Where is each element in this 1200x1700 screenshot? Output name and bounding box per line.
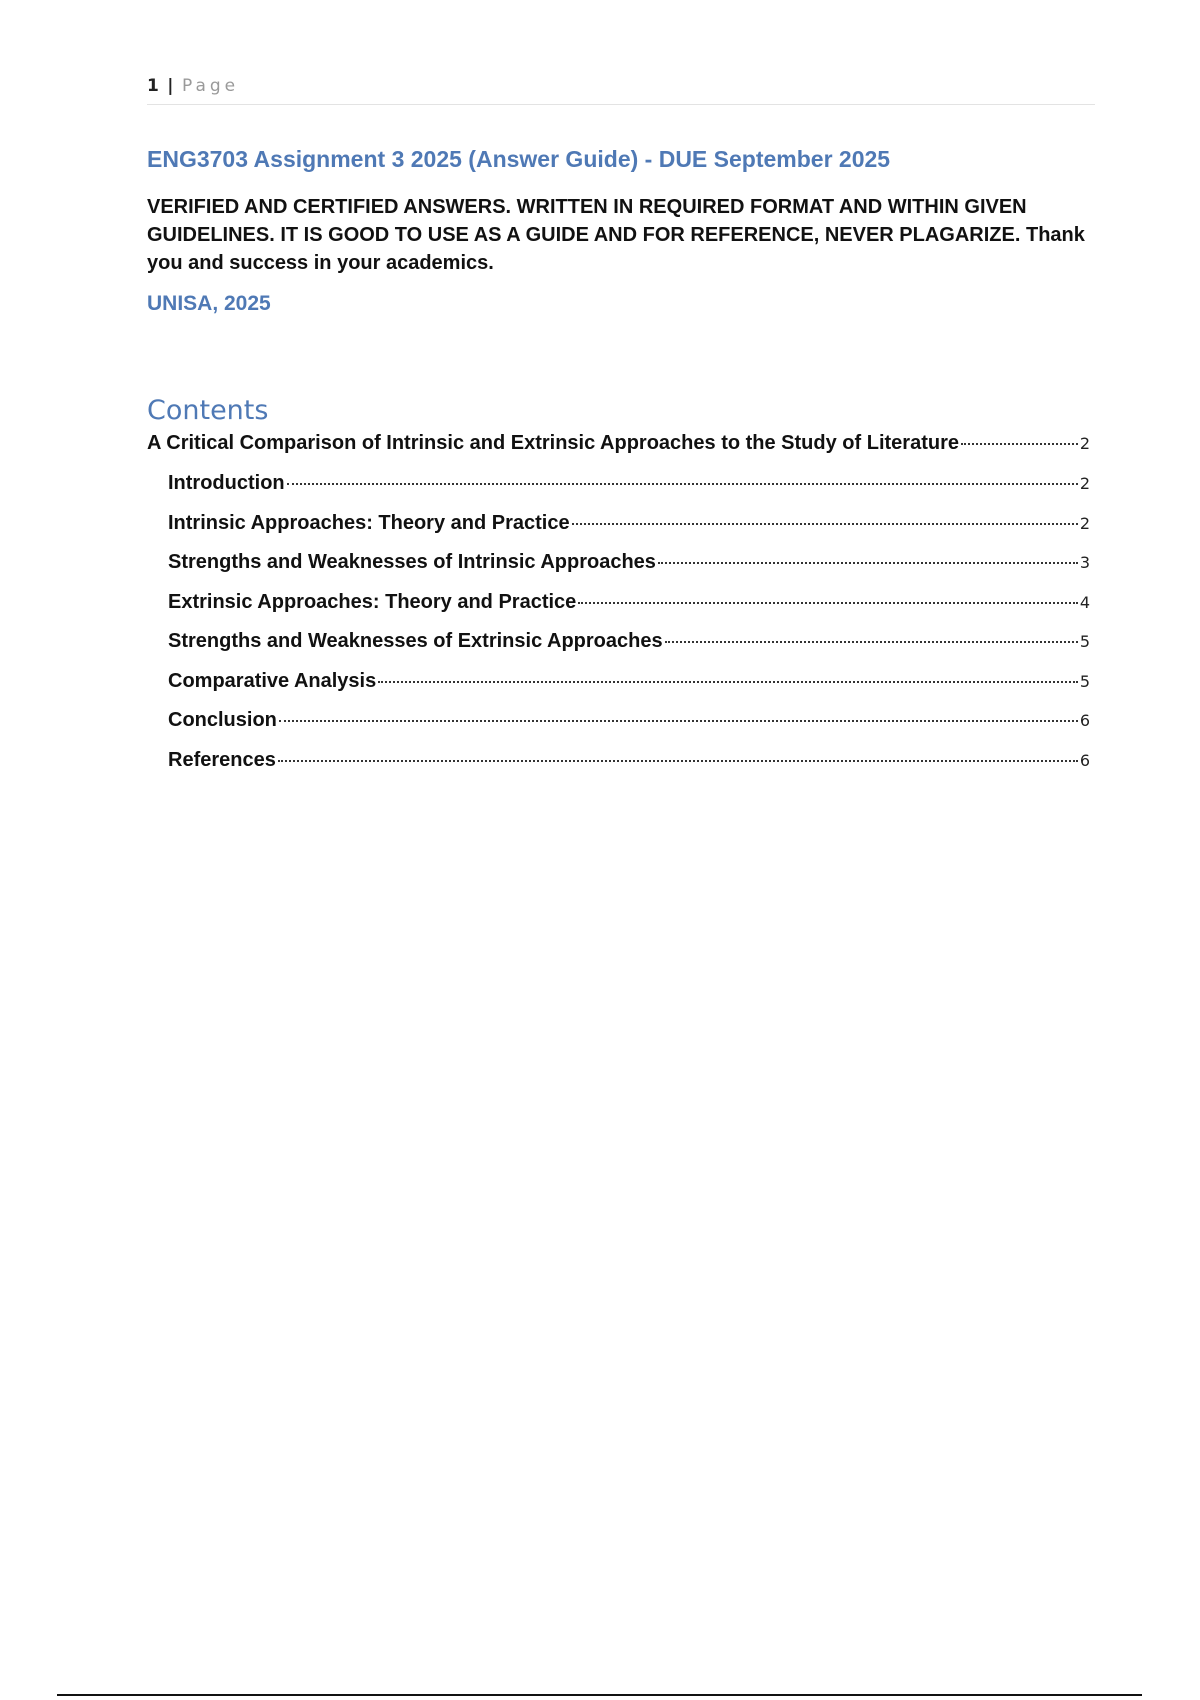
toc-entry-page: 4 (1079, 592, 1090, 612)
toc-entry-label: Strengths and Weaknesses of Intrinsic Approaches (168, 551, 656, 573)
document-notice: VERIFIED AND CERTIFIED ANSWERS. WRITTEN IN REQUIRED FORMAT AND WITHIN GIVEN GUIDELINES. IT IS GOOD TO USE AS A GUIDE AND FOR REFERENCE, NEVER PLAGARIZE. Thank you and success in your academics. (147, 196, 1085, 274)
toc-entry-page: 2 (1079, 434, 1090, 453)
page-number: 1 (147, 76, 159, 96)
toc-dot-leader (658, 562, 1078, 564)
toc-entry-page: 5 (1079, 671, 1090, 691)
toc-dot-leader (287, 483, 1078, 485)
contents-heading: Contents (147, 395, 269, 426)
table-of-contents (147, 432, 1090, 788)
document-title: ENG3703 Assignment 3 2025 (Answer Guide) - DUE September 2025 (147, 146, 891, 172)
page-separator: | (167, 76, 174, 96)
toc-entry-label: Extrinsic Approaches: Theory and Practice (168, 590, 577, 613)
toc-entry-label: Strengths and Weaknesses of Extrinsic Approaches (168, 630, 663, 652)
toc-entry-page: 6 (1079, 711, 1090, 730)
toc-dot-leader (378, 681, 1078, 683)
toc-entry-page: 2 (1079, 513, 1090, 533)
toc-entry[interactable] (147, 472, 1090, 512)
page-header (147, 76, 1095, 105)
toc-entry-page: 6 (1079, 750, 1090, 770)
toc-dot-leader (578, 602, 1078, 604)
toc-entry[interactable] (147, 512, 1090, 552)
toc-entry[interactable] (147, 551, 1090, 591)
toc-entry-label: Comparative Analysis (168, 669, 377, 692)
toc-entry[interactable] (147, 630, 1090, 670)
toc-dot-leader (961, 443, 1078, 445)
toc-entry-page: 5 (1079, 632, 1090, 651)
toc-entry-label: Conclusion (168, 709, 277, 731)
toc-entry-label: Intrinsic Approaches: Theory and Practice (168, 511, 570, 534)
toc-entry-label: References (168, 748, 276, 771)
toc-entry-page: 2 (1079, 474, 1090, 493)
toc-dot-leader (572, 523, 1078, 525)
toc-dot-leader (665, 641, 1078, 643)
toc-entry[interactable] (147, 709, 1090, 749)
document-organization: UNISA, 2025 (147, 292, 271, 315)
toc-entry-label: A Critical Comparison of Intrinsic and Extrinsic Approaches to the Study of Literature (147, 432, 959, 454)
toc-entry-label: Introduction (168, 472, 285, 494)
toc-entry[interactable] (147, 432, 1090, 472)
toc-dot-leader (279, 720, 1078, 722)
toc-entry[interactable] (147, 591, 1090, 631)
page-word: Page (181, 76, 240, 96)
toc-dot-leader (278, 760, 1078, 762)
toc-entry[interactable] (147, 670, 1090, 710)
footer-rule (57, 1694, 1142, 1696)
toc-entry[interactable] (147, 749, 1090, 789)
toc-entry-page: 3 (1079, 553, 1090, 572)
